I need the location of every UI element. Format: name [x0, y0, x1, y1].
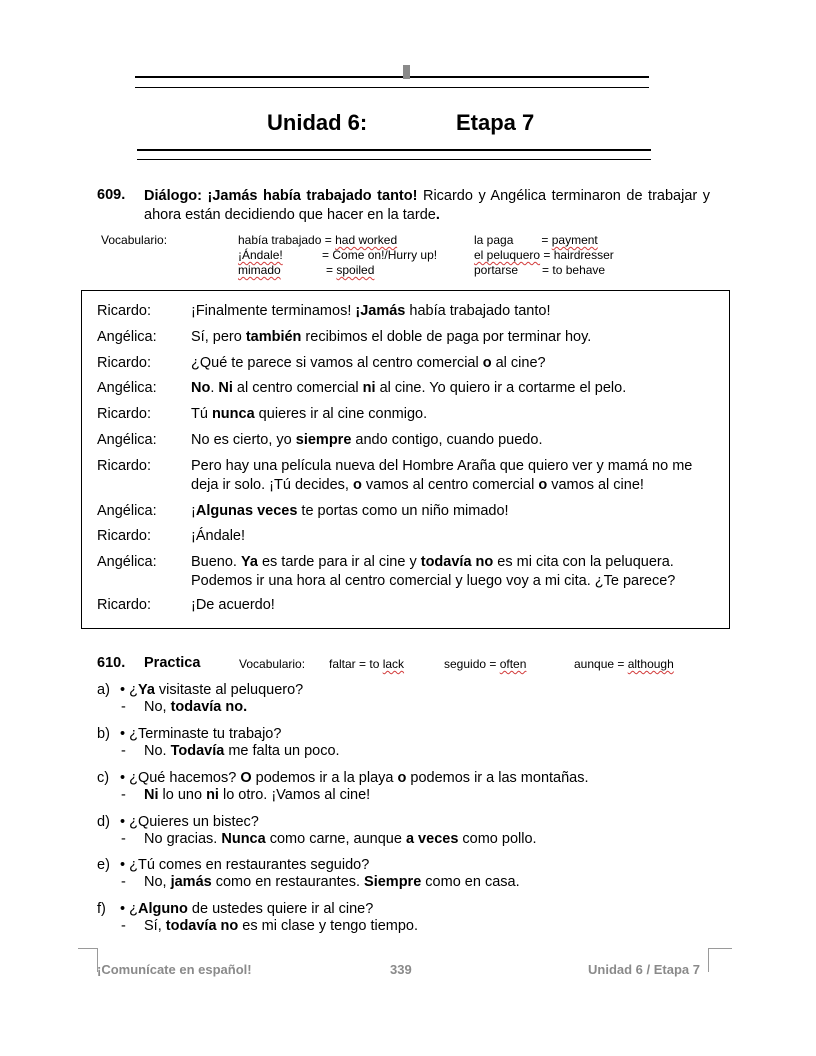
item-question: • ¿Tú comes en restaurantes seguido?: [120, 857, 370, 873]
item-answer: No, jamás como en restaurantes. Siempre como en casa.: [144, 874, 520, 890]
vocab-609-entry: había trabajado = had worked: [238, 233, 398, 247]
vocab-609-entry: portarse = to behave: [474, 263, 606, 277]
stage-title: Etapa 7: [456, 110, 535, 135]
item-question: • ¿Ya visitaste al peluquero?: [120, 682, 304, 698]
dialogue-speaker: Angélica:: [97, 380, 157, 396]
item-letter: c): [97, 770, 110, 786]
footer-unit-stage: Unidad 6 / Etapa 7: [588, 962, 700, 977]
header-rule-top-thin: [135, 87, 649, 88]
item-answer: No. Todavía me falta un poco.: [144, 743, 340, 759]
footer-page-number: 339: [390, 962, 412, 977]
footer-corner-mark-right: [708, 948, 732, 972]
vocab-610-entry: aunque = although: [574, 657, 674, 671]
item-letter: d): [97, 814, 110, 830]
item-dash: -: [121, 787, 126, 803]
dialogue-speaker: Ricardo:: [97, 597, 151, 613]
vocab-610-entry: seguido = often: [444, 657, 527, 671]
vocab-610-entry: faltar = to lack: [329, 657, 405, 671]
dialogue-line: ¡Algunas veces te portas como un niño mimado!: [191, 503, 509, 519]
item-letter: a): [97, 682, 110, 698]
dialogue-line: ¿Qué te parece si vamos al centro comercial o al cine?: [191, 355, 546, 371]
dialogue-line: ¡De acuerdo!: [191, 597, 275, 613]
item-question: • ¿Alguno de ustedes quiere ir al cine?: [120, 901, 374, 917]
vocab-609-label: Vocabulario:: [101, 233, 168, 247]
dialogue-line: Sí, pero también recibimos el doble de paga por terminar hoy.: [191, 329, 592, 345]
dialogue-speaker: Angélica:: [97, 554, 157, 570]
dialogue-line: ¡Ándale!: [191, 528, 246, 544]
dialogue-speaker: Ricardo:: [97, 303, 151, 319]
item-dash: -: [121, 699, 126, 715]
item-letter: b): [97, 726, 110, 742]
dialogue-speaker: Angélica:: [97, 503, 157, 519]
item-question: • ¿Quieres un bistec?: [120, 814, 259, 830]
header-rule-bottom: [137, 149, 651, 151]
item-letter: e): [97, 857, 110, 873]
item-dash: -: [121, 874, 126, 890]
dialogue-speaker: Ricardo:: [97, 458, 151, 474]
item-answer: Ni lo uno ni lo otro. ¡Vamos al cine!: [144, 787, 371, 803]
header-rule-top: [135, 76, 649, 78]
dialogue-line: Pero hay una película nueva del Hombre Araña que quiero ver y mamá no me deja ir solo. ¡Tú decides, o vamos al centro comercial o vamos al cine!: [191, 458, 693, 493]
dialogue-speaker: Ricardo:: [97, 528, 151, 544]
item-dash: -: [121, 831, 126, 847]
header-marker: [403, 65, 410, 79]
vocab-609-entry: mimado = spoiled: [238, 263, 375, 277]
dialogue-speaker: Ricardo:: [97, 355, 151, 371]
dialogue-box: [81, 290, 730, 629]
item-question: • ¿Terminaste tu trabajo?: [120, 726, 282, 742]
item-answer: No gracias. Nunca como carne, aunque a veces como pollo.: [144, 831, 537, 847]
exercise-610-title: Practica: [144, 655, 201, 671]
footer-book-title: ¡Comunícate en español!: [97, 962, 252, 977]
dialogue-line: Bueno. Ya es tarde para ir al cine y todavía no es mi cita con la peluquera. Podemos ir una hora al centro comercial y luego voy a mi cita. ¿Te parece?: [191, 554, 676, 589]
exercise-609-intro-text: Ricardo y Angélica terminaron de trabajar y ahora están decidiendo que hacer en la tarde: [144, 188, 710, 223]
dialogue-speaker: Ricardo:: [97, 406, 151, 422]
dialogue-line: ¡Finalmente terminamos! ¡Jamás había trabajado tanto!: [191, 303, 551, 319]
dialogue-line: No es cierto, yo siempre ando contigo, cuando puedo.: [191, 432, 543, 448]
vocab-609-entry: ¡Ándale! = Come on!/Hurry up!: [238, 248, 438, 262]
item-question: • ¿Qué hacemos? O podemos ir a la playa o podemos ir a las montañas.: [120, 770, 589, 786]
header-rule-bottom-thin: [137, 159, 651, 160]
item-dash: -: [121, 918, 126, 934]
dialogue-line: No. Ni al centro comercial ni al cine. Yo quiero ir a cortarme el pelo.: [191, 380, 627, 396]
vocab-609-entry: el peluquero = hairdresser: [474, 248, 614, 262]
dialogue-speaker: Angélica:: [97, 329, 157, 345]
item-answer: No, todavía no.: [144, 699, 248, 715]
item-letter: f): [97, 901, 106, 917]
exercise-609-number: 609.: [97, 187, 126, 203]
exercise-610-number: 610.: [97, 655, 126, 671]
unit-title: Unidad 6:: [267, 110, 368, 135]
footer-corner-mark-left: [78, 948, 98, 972]
item-dash: -: [121, 743, 126, 759]
item-answer: Sí, todavía no es mi clase y tengo tiempo.: [144, 918, 419, 934]
exercise-609-title: Diálogo: ¡Jamás había trabajado tanto!: [144, 188, 418, 204]
dialogue-line: Tú nunca quieres ir al cine conmigo.: [191, 406, 428, 422]
vocab-609-entry: la paga = payment: [474, 233, 598, 247]
vocab-610-label: Vocabulario:: [239, 657, 306, 671]
exercise-609-intro: Diálogo: ¡Jamás había trabajado tanto! Ricardo y Angélica terminaron de trabajar y ahora están decidiendo que hacer en la tarde.: [144, 188, 710, 223]
dialogue-speaker: Angélica:: [97, 432, 157, 448]
